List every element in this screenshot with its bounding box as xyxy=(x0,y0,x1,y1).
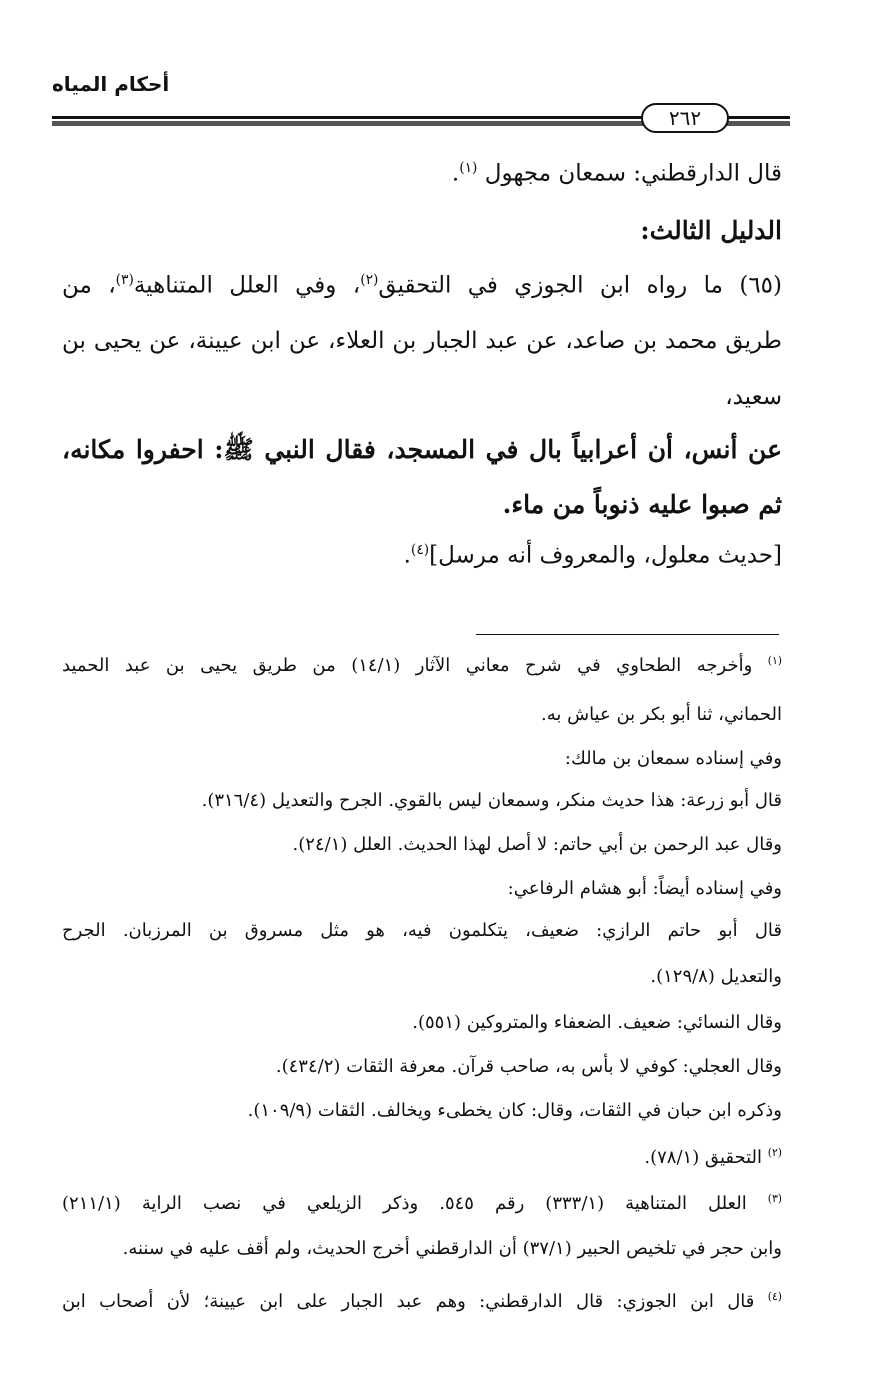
page-number-badge xyxy=(641,103,729,133)
footnote-2: $^{(٢)}$ التحقيق (٧٨/١). xyxy=(644,1146,782,1168)
hadith-intro-line: (٦٥) ما رواه ابن الجوزي في التحقيق$^{(٢)}$، وفي العلل المتناهية$^{(٣)}$، من xyxy=(62,272,783,299)
footnote-4-line-1: $^{(٤)}$ قال ابن الجوزي: قال الدارقطني: وهم عبد الجبار على ابن عيينة؛ لأن أصحاب ابن xyxy=(62,1290,782,1312)
footnote-ref: (٢) xyxy=(360,272,379,288)
footnote-1-line-6: وفي إسناده أيضاً: أبو هشام الرفاعي: xyxy=(507,878,782,899)
footnote-number: (١) xyxy=(767,654,782,667)
footnote-ref: (١) xyxy=(459,160,478,176)
footnote-1-line-2: الحماني، ثنا أبو بكر بن عياش به. xyxy=(541,704,782,725)
footnote-ref: (٣) xyxy=(115,272,134,288)
footnote-1-line-10: وقال العجلي: كوفي لا بأس به، صاحب قرآن. معرفة الثقات (٤٣٤/٢). xyxy=(275,1056,782,1077)
footnote-3-line-1: $^{(٣)}$ العلل المتناهية (٣٣٣/١) رقم ٥٤٥. وذكر الزيلعي في نصب الراية (٢١١/١) xyxy=(62,1192,783,1214)
footnote-1-line-3: وفي إسناده سمعان بن مالك: xyxy=(564,748,782,769)
footnote-1-line-5: وقال عبد الرحمن بن أبي حاتم: لا أصل لهذا الحديث. العلل (٢٤/١). xyxy=(292,834,782,855)
footnote-1-line-4: قال أبو زرعة: هذا حديث منكر، وسمعان ليس بالقوي. الجرح والتعديل (٣١٦/٤). xyxy=(201,790,782,811)
section-heading: الدليل الثالث: xyxy=(640,216,782,245)
verdict-line: [حديث معلول، والمعروف أنه مرسل]$^{(٤)}$. xyxy=(403,542,782,569)
footnote-1-line-8: والتعديل (١٢٩/٨). xyxy=(650,966,782,987)
isnad-end-line: سعيد، xyxy=(725,384,782,410)
footnote-1-line-9: وقال النسائي: ضعيف. الضعفاء والمتروكين (٥٥١). xyxy=(412,1012,782,1033)
running-header-title: أحكام المياه xyxy=(52,72,170,96)
text-line-1: قال الدارقطني: سمعان مجهول $^{(١)}$. xyxy=(451,160,782,187)
footnote-number: (٤) xyxy=(767,1290,782,1303)
footnote-ref: (٤) xyxy=(410,542,430,558)
footnote-number: (٣) xyxy=(767,1192,783,1205)
matn-line-1: عن أنس، أن أعرابياً بال في المسجد، فقال النبي ﷺ: احفروا مكانه، xyxy=(62,435,782,464)
isnad-line: طريق محمد بن صاعد، عن عبد الجبار بن العلاء، عن ابن عيينة، عن يحيى بن xyxy=(62,328,782,354)
footnote-3-line-2: وابن حجر في تلخيص الحبير (٣٧/١) أن الدارقطني أخرج الحديث، ولم أقف عليه في سننه. xyxy=(122,1238,782,1259)
footnote-separator xyxy=(476,634,779,635)
footnote-1-line-7: قال أبو حاتم الرازي: ضعيف، يتكلمون فيه، هو مثل مسروق بن المرزبان. الجرح xyxy=(62,920,782,941)
footnote-1-line-1: $^{(١)}$ وأخرجه الطحاوي في شرح معاني الآثار (١٤/١) من طريق يحيى بن عبد الحميد xyxy=(62,654,782,676)
footnote-number: (٢) xyxy=(767,1146,782,1159)
page-number: ٢٦٢ xyxy=(668,106,702,130)
footnote-1-line-11: وذكره ابن حبان في الثقات، وقال: كان يخطىء ويخالف. الثقات (١٠٩/٩). xyxy=(247,1100,782,1121)
matn-line-2: ثم صبوا عليه ذنوباً من ماء. xyxy=(502,490,782,519)
